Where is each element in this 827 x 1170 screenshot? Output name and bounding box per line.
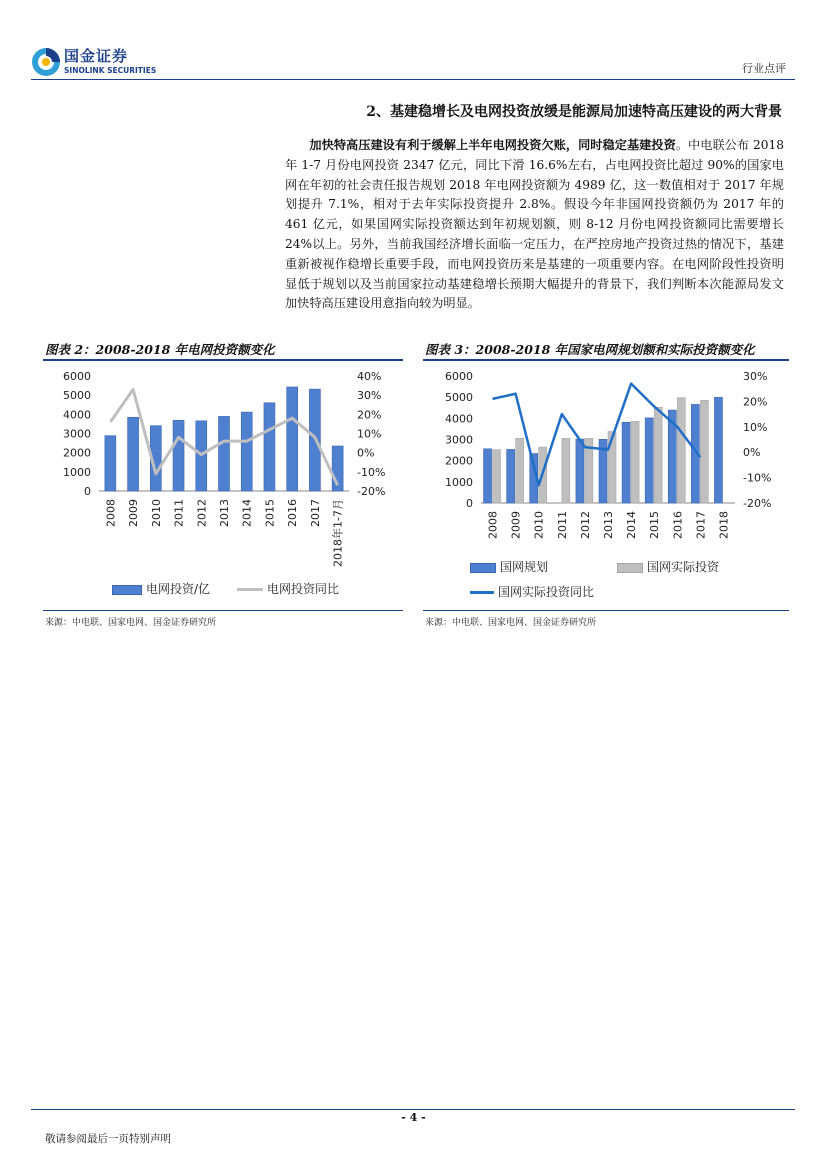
bar [631, 421, 639, 503]
bar [677, 398, 685, 503]
bar [645, 418, 653, 503]
logo-text-cn: 国金证券 [64, 47, 129, 65]
left-axis-tick-label: 2000 [63, 446, 91, 460]
category-label: 2013 [602, 511, 615, 539]
bar [714, 397, 722, 503]
category-label: 2014 [625, 511, 639, 539]
category-label: 2014 [240, 499, 254, 527]
category-label: 2009 [127, 499, 141, 527]
right-axis-tick-label: 30% [743, 370, 768, 383]
bar [516, 438, 524, 503]
figure3-legend-actual [617, 558, 719, 575]
right-axis-tick-label: 10% [357, 427, 382, 441]
section-title: 2、基建稳增长及电网投资放缓是能源局加速特高压建设的两大背景 [366, 104, 782, 120]
figure3-legend-yoy [470, 583, 594, 600]
category-label: 2017 [694, 511, 708, 539]
bar [264, 403, 275, 491]
bar [128, 417, 139, 491]
bar [219, 416, 230, 491]
right-axis-tick-label: -20% [743, 497, 772, 510]
bar [507, 449, 515, 503]
bar [700, 400, 708, 503]
left-axis-tick-label: 3000 [445, 433, 473, 447]
section-lead: 加快特高压建设有利于缓解上半年电网投资欠账，同时稳定基建投资 [309, 138, 676, 152]
left-axis-tick-label: 4000 [63, 408, 91, 422]
category-label: 2018年1-7月 [331, 499, 345, 567]
right-axis-tick-label: 0% [357, 446, 375, 460]
section-paragraph: 。中电联公布 2018 年 1-7 月份电网投资 2347 亿元，同比下滑 16.6%左右，占电网投资比超过 90%的国家电网在年初的社会责任报告规划 2018 年电网投资额为 4989 亿，这一数值相对于 2017 年规划提升 7.1%，相对于去年实际投资提升 2.8%。假设今年非国网投资额仍为 2017 年的 461 亿元，如果国网实际投资额达到年初规划额，则 8-12 月份电网投资额同比需要增长 24%以上。另外，当前我国经济增长面临一定压力，在严控房地产投资过热的情况下，基建重新被视作稳增长重要手段，而电网投资历来是基建的一项重要内容。在电网阶段性投资明显低于规划以及当前国家拉动基建稳增长预期大幅提升的背景下，我们判断本次能源局发文加快特高压建设用意指向较为明显。 [285, 138, 785, 311]
bar [608, 431, 616, 503]
figure3-title: 图表 3：2008-2018 年国家电网规划额和实际投资额变化 [425, 342, 755, 357]
report-type-tag: 行业点评 [742, 62, 786, 75]
footer-disclaimer: 敬请参阅最后一页特别声明 [45, 1133, 171, 1145]
legend-plan-label: 国网规划 [500, 560, 549, 574]
bar [576, 439, 584, 503]
right-axis-tick-label: 20% [357, 408, 382, 422]
figure3-top-rule [423, 359, 789, 361]
figure3-source: 来源：中电联、国家电网、国金证券研究所 [425, 618, 597, 628]
category-label: 2016 [671, 511, 685, 539]
figure2-legend-bar [112, 580, 210, 597]
left-axis-tick-label: 2000 [445, 454, 473, 468]
bar [241, 412, 252, 491]
section-body [285, 136, 784, 314]
bar [105, 436, 116, 491]
legend-line-label: 电网投资同比 [267, 582, 340, 596]
legend-bar-label: 电网投资/亿 [146, 582, 211, 596]
right-axis-tick-label: -20% [357, 485, 386, 498]
legend-yoy-swatch [470, 591, 494, 594]
right-axis-tick-label: -10% [357, 465, 386, 479]
figure2-source: 来源：中电联、国家电网、国金证券研究所 [45, 618, 217, 628]
category-label: 2012 [578, 511, 592, 539]
category-label: 2011 [555, 511, 569, 539]
category-label: 2018 [717, 511, 731, 539]
legend-plan-swatch [470, 563, 496, 573]
left-axis-tick-label: 6000 [63, 370, 91, 383]
bar [484, 449, 492, 503]
figure2-title: 图表 2：2008-2018 年电网投资额变化 [45, 342, 275, 357]
left-axis-tick-label: 3000 [63, 427, 91, 441]
header-divider [31, 79, 795, 80]
bar [287, 387, 298, 491]
category-label: 2013 [218, 499, 231, 527]
category-label: 2008 [486, 511, 500, 539]
logo-icon [31, 47, 61, 77]
left-axis-tick-label: 4000 [445, 412, 473, 426]
figure3-legend-plan [470, 558, 548, 575]
figure2-bottom-rule [43, 610, 403, 611]
right-axis-tick-label: 30% [357, 389, 382, 403]
legend-bar-swatch [112, 585, 142, 595]
legend-actual-label: 国网实际投资 [647, 560, 720, 574]
bar [493, 450, 501, 503]
category-label: 2015 [648, 511, 662, 539]
category-label: 2011 [172, 499, 186, 527]
right-axis-tick-label: 0% [743, 446, 761, 460]
left-axis-tick-label: 0 [466, 497, 473, 510]
bar [562, 438, 570, 503]
category-label: 2017 [308, 499, 322, 527]
category-label: 2016 [286, 499, 300, 527]
right-axis-tick-label: 20% [743, 395, 768, 409]
category-label: 2008 [104, 499, 118, 527]
left-axis-tick-label: 0 [84, 485, 91, 498]
figure2-legend-line [237, 580, 339, 597]
category-label: 2012 [195, 499, 209, 527]
legend-yoy-label: 国网实际投资同比 [498, 585, 595, 599]
bar [654, 407, 662, 503]
bar [622, 422, 630, 503]
footer-divider [31, 1109, 795, 1110]
figure3-chart [423, 362, 789, 552]
category-label: 2010 [532, 511, 546, 539]
left-axis-tick-label: 6000 [445, 370, 473, 383]
category-label: 2009 [509, 511, 523, 539]
legend-actual-swatch [617, 563, 643, 573]
legend-line-swatch [237, 588, 263, 591]
left-axis-tick-label: 5000 [445, 391, 473, 405]
category-label: 2015 [263, 499, 277, 527]
left-axis-tick-label: 1000 [63, 465, 91, 479]
category-label: 2010 [149, 499, 163, 527]
left-axis-tick-label: 5000 [63, 389, 91, 403]
figure3-bottom-rule [423, 610, 789, 611]
left-axis-tick-label: 1000 [445, 475, 473, 489]
figure2-top-rule [43, 359, 403, 361]
right-axis-tick-label: 40% [357, 370, 382, 383]
page-number: - 4 - [401, 1111, 426, 1124]
figure2-chart [43, 362, 403, 572]
right-axis-tick-label: 10% [743, 420, 768, 434]
right-axis-tick-label: -10% [743, 471, 772, 485]
logo-text-en: SINOLINK SECURITIES [64, 66, 157, 75]
bar [173, 420, 184, 491]
